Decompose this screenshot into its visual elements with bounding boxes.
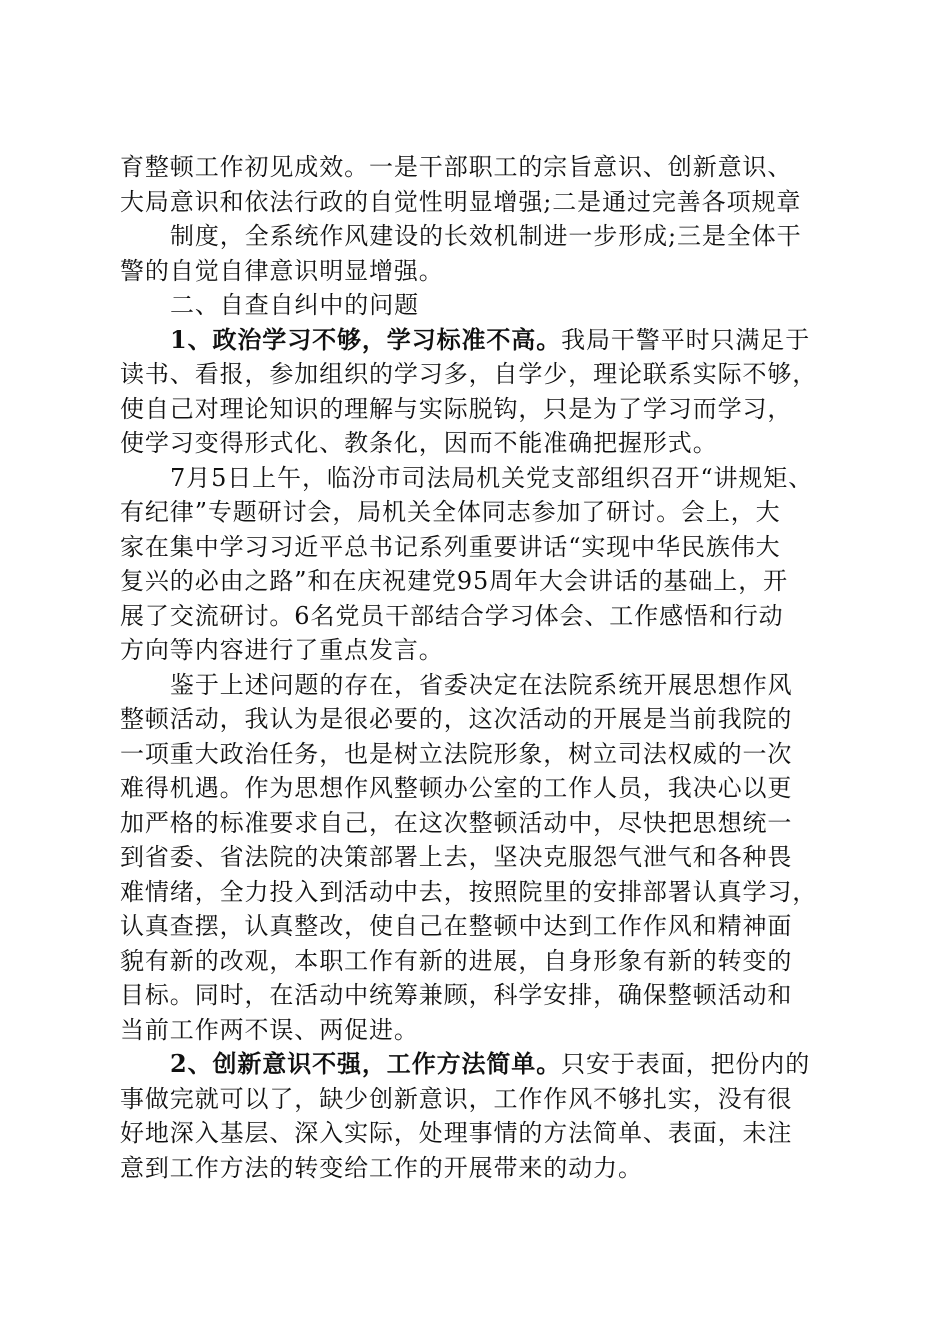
line-text: 读书、看报，参加组织的学习多，自学少，理论联系实际不够， (120, 360, 818, 388)
text-line (120, 909, 840, 944)
line-text: 一项重大政治任务，也是树立法院形象，树立司法权威的一次 (120, 739, 793, 768)
text-line (120, 1082, 840, 1117)
text-line (120, 1047, 840, 1082)
line-text: 方向等内容进行了重点发言。 (120, 636, 444, 664)
line-text: 加严格的标准要求自己，在这次整顿活动中，尽快把思想统一 (120, 808, 793, 837)
line-text: 使自己对理论知识的理解与实际脱钩，只是为了学习而学习， (120, 394, 793, 423)
text-line (120, 944, 840, 979)
line-text: 制度，全系统作风建设的长效机制进一步形成;三是全体干 (170, 222, 802, 250)
text-line (120, 875, 840, 910)
text-line (120, 771, 840, 806)
text-line (120, 806, 840, 841)
line-text: 好地深入基层、深入实际，处理事情的方法简单、表面，未注 (120, 1119, 793, 1147)
text-line (120, 564, 840, 599)
line-text: 貌有新的改观，本职工作有新的进展，自身形象有新的转变的 (120, 946, 793, 975)
bold-heading-text: 1、政治学习不够，学习标准不高。 (170, 324, 562, 354)
line-text: 大局意识和依法行政的自觉性明显增强;二是通过完善各项规章 (120, 187, 802, 216)
text-line (120, 633, 840, 668)
line-text: 家在集中学习习近平总书记系列重要讲话“实现中华民族伟大 (120, 532, 781, 561)
line-text: 难得机遇。作为思想作风整顿办公室的工作人员，我决心以更 (120, 774, 793, 802)
text-line (120, 150, 840, 185)
text-line (120, 1151, 840, 1186)
line-text: 有纪律”专题研讨会，局机关全体同志参加了研讨。会上，大 (120, 498, 781, 526)
line-text: 到省委、省法院的决策部署上去，坚决克服怨气泄气和各种畏 (120, 843, 793, 871)
text-line (120, 530, 840, 565)
text-line (120, 357, 840, 392)
line-text: 事做完就可以了，缺少创新意识，工作作风不够扎实，没有很 (120, 1084, 793, 1113)
text-line (120, 1013, 840, 1048)
text-line (120, 219, 840, 254)
text-line (120, 288, 840, 323)
line-text: 二、自查自纠中的问题 (170, 291, 419, 319)
line-text: 警的自觉自律意识明显增强。 (120, 256, 444, 285)
line-text: 当前工作两不误、两促进。 (120, 1015, 419, 1044)
line-text: 认真查摆，认真整改，使自己在整顿中达到工作作风和精神面 (120, 912, 793, 940)
line-text: 7月5日上午，临汾市司法局机关党支部组织召开“讲规矩、 (170, 463, 814, 492)
text-line (120, 185, 840, 220)
text-line (120, 426, 840, 461)
line-text: 使学习变得形式化、教条化，因而不能准确把握形式。 (120, 429, 718, 457)
text-line (120, 392, 840, 427)
text-line (120, 599, 840, 634)
text-line (120, 254, 840, 289)
line-text: 只安于表面，把份内的 (561, 1050, 811, 1078)
text-line (120, 737, 840, 772)
line-text: 我局干警平时只满足于 (561, 325, 811, 354)
line-text: 展了交流研讨。6名党员干部结合学习体会、工作感悟和行动 (120, 601, 784, 630)
text-line (120, 1116, 840, 1151)
document-body (120, 150, 840, 1185)
line-text: 整顿活动，我认为是很必要的，这次活动的开展是当前我院的 (120, 705, 793, 733)
line-text: 目标。同时，在活动中统筹兼顾，科学安排，确保整顿活动和 (120, 981, 793, 1009)
text-line (120, 840, 840, 875)
line-text: 育整顿工作初见成效。一是干部职工的宗旨意识、创新意识、 (120, 153, 793, 181)
bold-heading-text: 2、创新意识不强，工作方法简单。 (170, 1049, 562, 1078)
line-text: 难情绪，全力投入到活动中去，按照院里的安排部署认真学习， (120, 877, 818, 906)
text-line (120, 323, 840, 358)
line-text: 意到工作方法的转变给工作的开展带来的动力。 (120, 1153, 643, 1182)
text-line (120, 668, 840, 703)
line-text: 复兴的必由之路”和在庆祝建党95周年大会讲话的基础上，开 (120, 567, 789, 595)
text-line (120, 702, 840, 737)
line-text: 鉴于上述问题的存在，省委决定在法院系统开展思想作风 (170, 670, 793, 699)
text-line (120, 978, 840, 1013)
text-line (120, 461, 840, 496)
text-line (120, 495, 840, 530)
